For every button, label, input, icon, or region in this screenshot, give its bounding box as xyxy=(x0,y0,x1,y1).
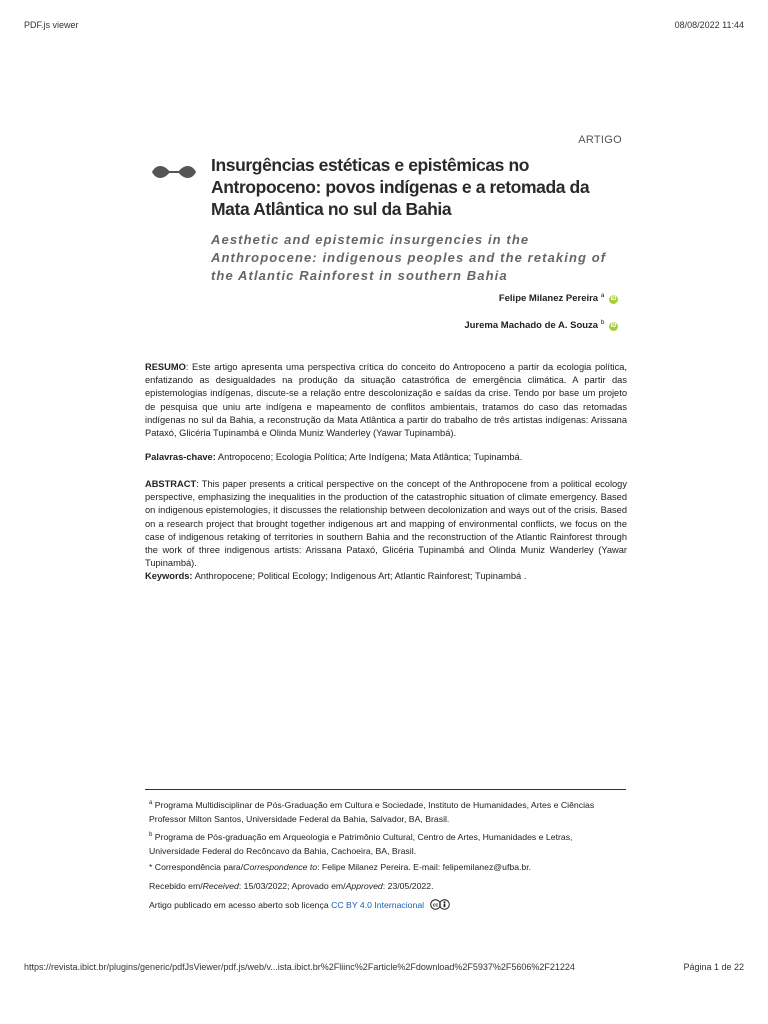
print-datetime: 08/08/2022 11:44 xyxy=(674,20,744,30)
license-prefix: Artigo publicado em acesso aberto sob licença xyxy=(149,900,332,910)
resumo-paragraph xyxy=(145,361,627,440)
palavras-chave-label: Palavras-chave: xyxy=(145,452,216,462)
resumo-label: RESUMO xyxy=(145,362,186,372)
page-url[interactable]: https://revista.ibict.br/plugins/generic/pdfJsViewer/pdf.js/web/v...ista.ibict.br%2Fliinc%2Farticle%2Fdownload%2F5937%2F5606%2F21224 xyxy=(24,962,575,972)
received-prefix: Recebido em/ xyxy=(149,881,203,891)
journal-logo-icon xyxy=(150,162,198,182)
approved-italic: Approved xyxy=(345,881,383,891)
section-label: ARTIGO xyxy=(578,134,622,146)
correspondence-italic: Correspondence to xyxy=(243,862,318,872)
resumo-text: : Este artigo apresenta uma perspectiva crítica do conceito do Antropoceno a partir da ecologia política, enfatizando as desigualdades na produção da situação catastrófica de emergência climática. A partir das epistemologias indígenas, discute-se a relação entre descolonização e saídas da crise. Tendo por base um projeto de pesquisa que uniu arte indígena e mapeamento de conflitos ambientais, tratamos do caso das retomadas indígenas no sul da Bahia, a reconstrução da Mata Atlântica a partir do trabalho de três artistas indígenas: Arissana Pataxó, Glicéria Tupinambá e Olinda Muniz Wanderley (Yawar Tupinambá). xyxy=(145,362,627,439)
footnote-divider xyxy=(145,789,626,790)
footnote-mark: a xyxy=(149,800,153,806)
abstract-text: : This paper presents a critical perspective on the concept of the Anthropocene from a political ecology perspective, emphasizing the inequalities in the production of the catastrophic situation of climate emergency. Based on indigenous epistemologies, it discusses the relationship between decolonization and ways out of the crisis. Based on a research project that brought together indigenous art and mapping of environmental conflicts, we focus on the case of indigenous retaking of territories in southern Bahia and the reconstruction of the Atlantic Rainforest through the work of three indigenous artists: Arissana Pataxó, Glicéria Tupinambá and Olinda Muniz Wanderley (Yawar Tupinambá). xyxy=(145,479,627,569)
footnote-mark: b xyxy=(149,832,153,838)
received-italic: Received xyxy=(202,881,239,891)
author-name: Felipe Milanez Pereira xyxy=(498,293,599,305)
browser-tab-title: PDF.js viewer xyxy=(24,20,79,30)
article-title: Insurgências estéticas e epistêmicas no Antropoceno: povos indígenas e a retomada da Mata Atlântica no sul da Bahia xyxy=(211,155,590,219)
creative-commons-icon xyxy=(430,899,450,910)
received-date: : 15/03/2022; Aprovado em/ xyxy=(238,881,346,891)
abstract-paragraph xyxy=(145,478,627,570)
orcid-icon[interactable]: iD xyxy=(610,296,617,303)
correspondence xyxy=(149,860,625,875)
footnote-text: Programa Multidisciplinar de Pós-Graduação em Cultura e Sociedade, Instituto de Humanidades, Artes e Ciências Professor Milton Santos, Universidade Federal da Bahia, Salvador, BA, Brasil. xyxy=(149,799,595,825)
affiliation-mark: a xyxy=(600,292,605,299)
received-approved xyxy=(149,879,625,894)
palavras-chave xyxy=(145,452,627,462)
footnote-text: Programa de Pós-graduação em Arqueologia e Patrimônio Cultural, Centro de Artes, Humanidades e Letras, Universidade Federal do Recôncavo da Bahia, Cachoeira, BA, Brasil. xyxy=(149,831,573,857)
svg-text:cc: cc xyxy=(432,902,438,909)
palavras-chave-text: Antropoceno; Ecologia Política; Arte Indígena; Mata Atlântica; Tupinambá. xyxy=(215,452,523,462)
correspondence-prefix: * Correspondência para/ xyxy=(149,862,244,872)
page-indicator: Página 1 de 22 xyxy=(683,962,744,972)
keywords xyxy=(145,571,627,581)
article-title-english: Aesthetic and epistemic insurgencies in the Anthropocene: indigenous peoples and the retaking of the Atlantic Rainforest in southern Bahia xyxy=(211,232,607,283)
affiliation-mark: b xyxy=(600,319,605,326)
keywords-text: Anthropocene; Political Ecology; Indigenous Art; Atlantic Rainforest; Tupinambá . xyxy=(192,571,527,581)
footnote-b xyxy=(149,828,625,859)
correspondence-suffix: : Felipe Milanez Pereira. E-mail: felipemilanez@ufba.br. xyxy=(317,862,532,872)
footnote-a xyxy=(149,796,625,827)
keywords-label: Keywords: xyxy=(145,571,193,581)
approved-date: : 23/05/2022. xyxy=(382,881,434,891)
orcid-icon[interactable]: iD xyxy=(610,323,617,330)
license-link[interactable]: CC BY 4.0 Internacional xyxy=(331,900,425,910)
author-2 xyxy=(464,319,618,331)
author-1 xyxy=(499,292,618,304)
abstract-label: ABSTRACT xyxy=(145,479,197,489)
author-name: Jurema Machado de A. Souza xyxy=(464,320,599,332)
license-line xyxy=(149,898,625,913)
